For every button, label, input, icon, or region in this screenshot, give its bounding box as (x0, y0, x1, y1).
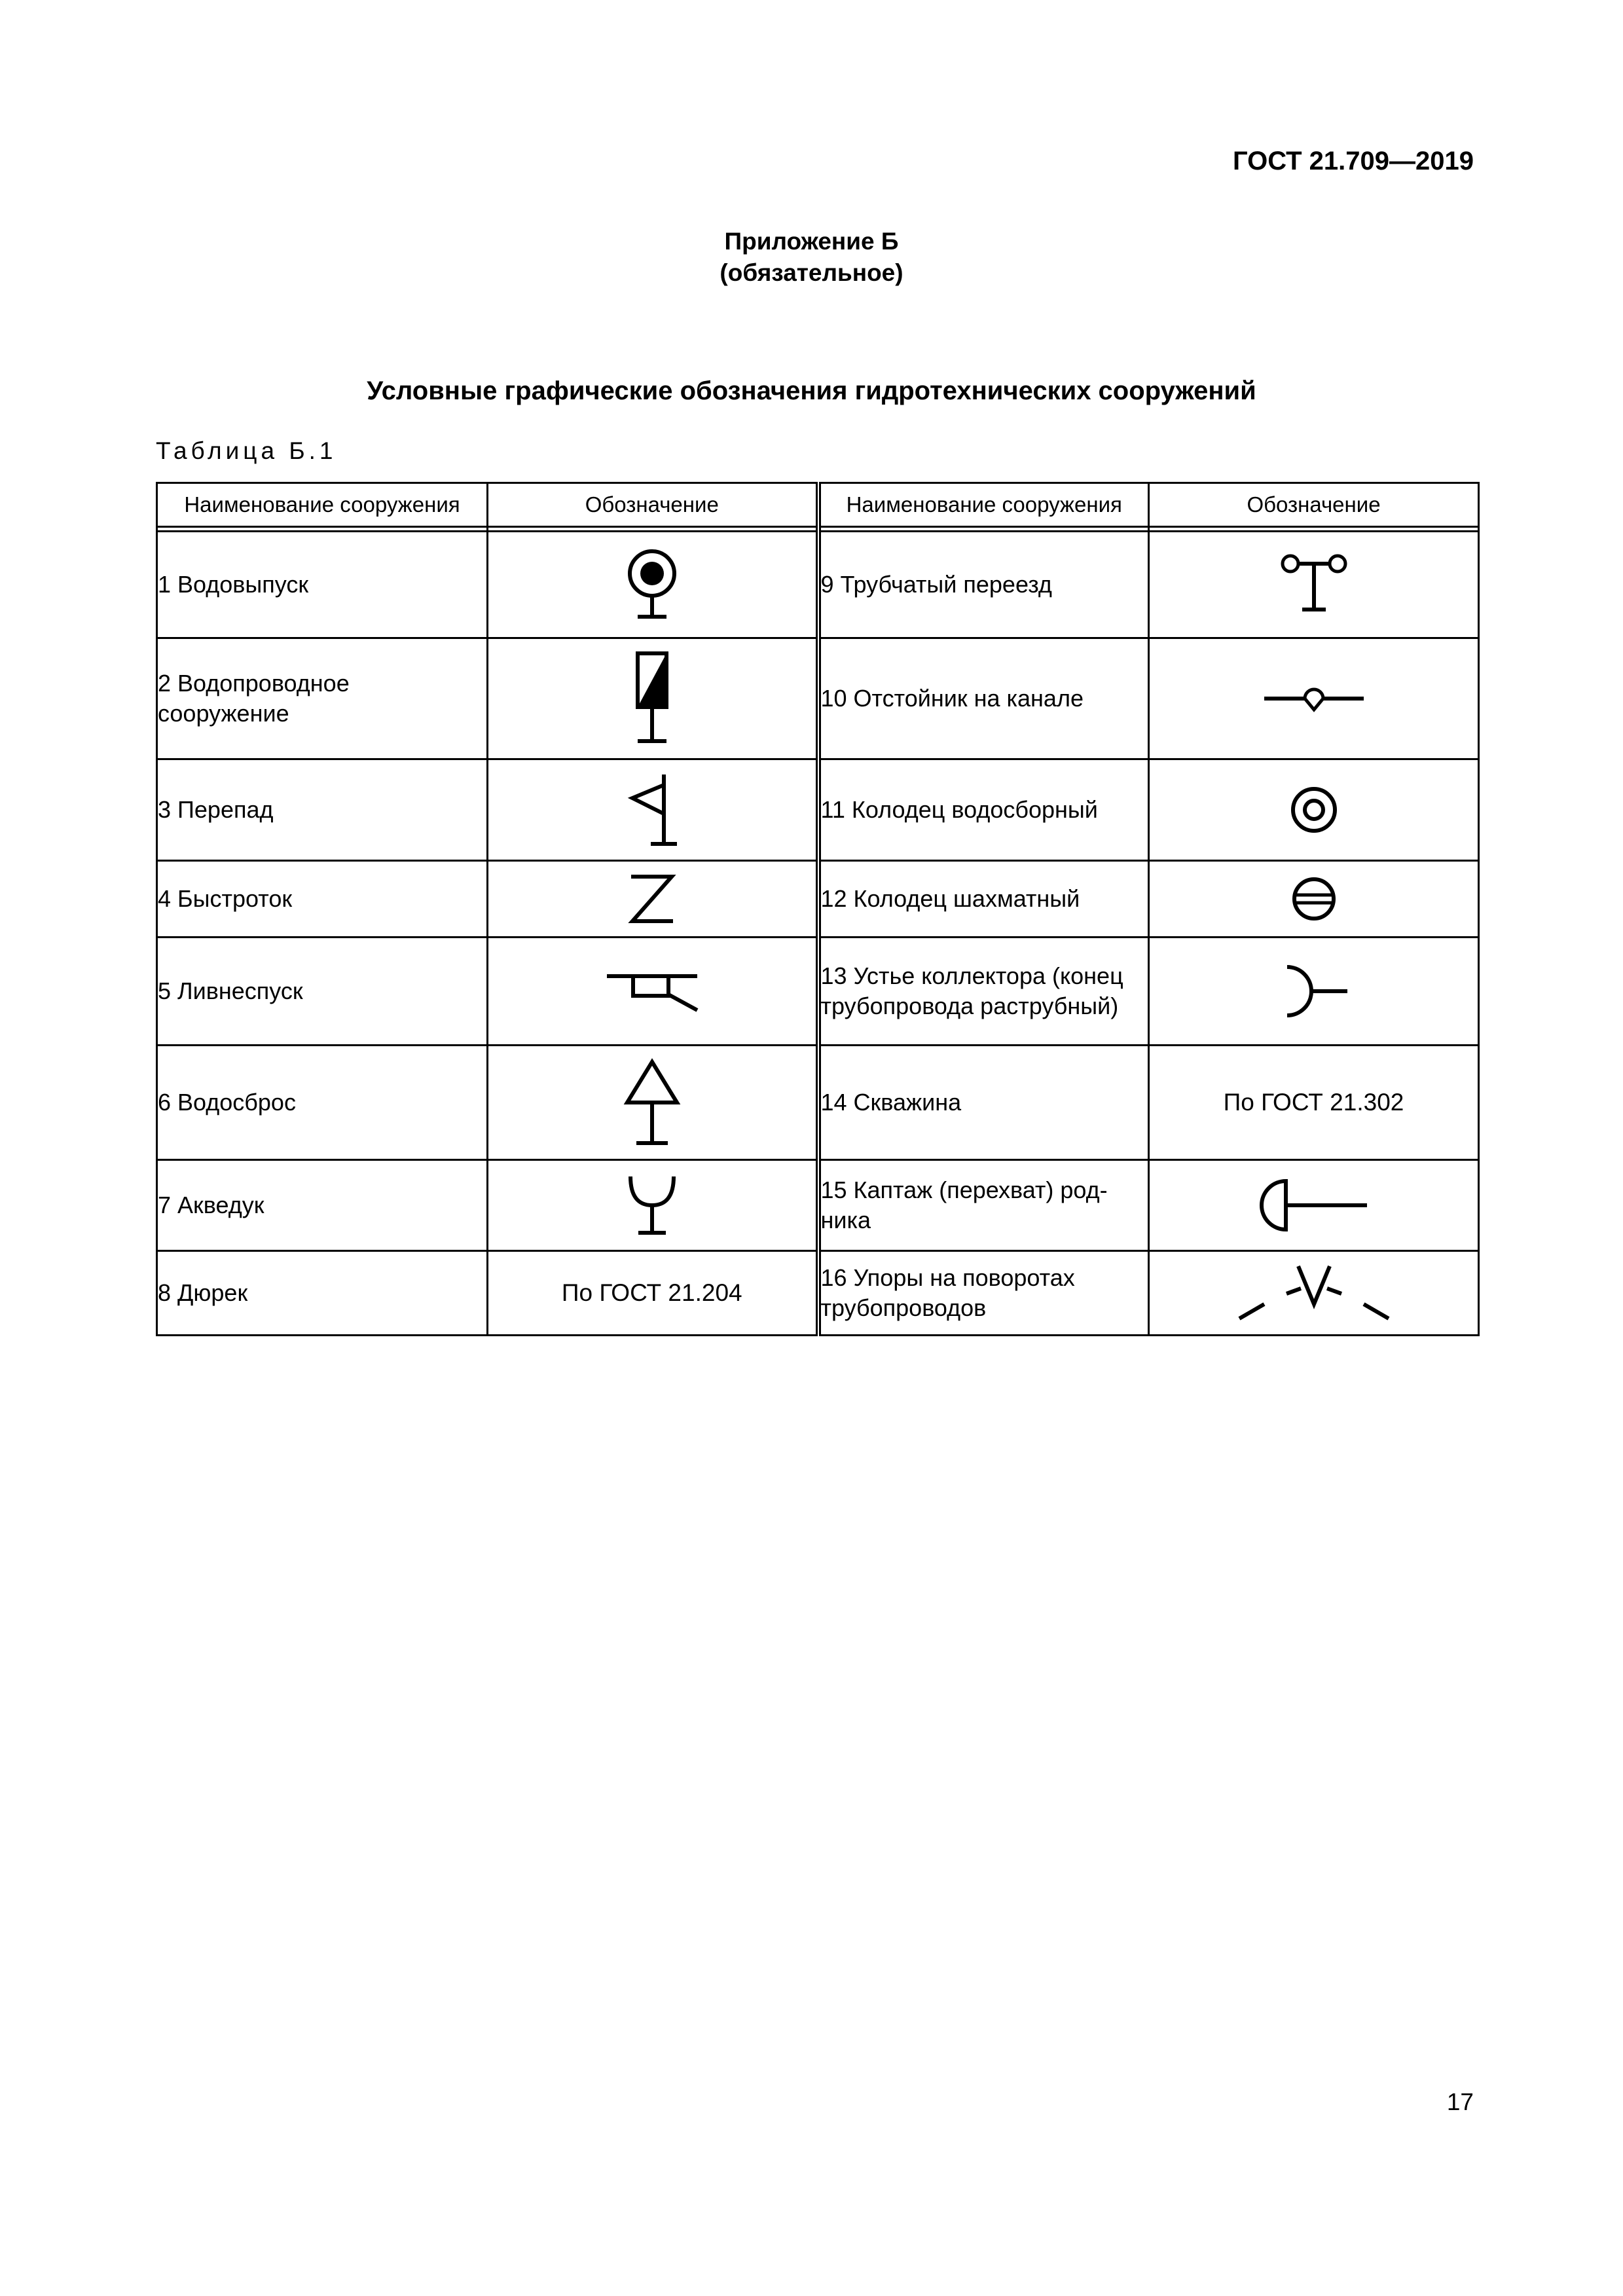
symbols-table (156, 482, 1480, 1336)
symbol-cell (1149, 938, 1479, 1046)
symbol-cell (488, 759, 818, 861)
pipe-turn-thrust-blocks-icon (1235, 1264, 1393, 1322)
page-number: 17 (1446, 2088, 1474, 2115)
spillway-icon (619, 1057, 685, 1148)
symbol-reference: По ГОСТ 21.302 (1149, 1046, 1479, 1160)
structure-name: 2 Водопроводное сооружение (157, 638, 488, 759)
structure-name: 1 Водовыпуск (157, 532, 488, 638)
symbol-cell (1149, 759, 1479, 861)
structure-name: 9 Трубчатый переезд (818, 532, 1149, 638)
table-row (157, 638, 1479, 759)
header-divider (157, 527, 1479, 532)
section-title: Условные графические обозначения гидротехнических сооружений (367, 376, 1256, 405)
water-outlet-icon (619, 549, 685, 621)
symbol-cell (488, 938, 818, 1046)
symbol-cell (488, 638, 818, 759)
table-header-row (157, 483, 1479, 527)
standard-designation: ГОСТ 21.709—2019 (1232, 147, 1474, 175)
pipe-crossing-icon (1275, 552, 1353, 617)
water-conduit-structure-icon (626, 649, 678, 748)
table-row (157, 532, 1479, 638)
table-row (157, 1251, 1479, 1336)
column-header: Наименование сооружения (157, 483, 488, 527)
symbol-cell (488, 1046, 818, 1160)
drop-structure-icon (626, 771, 678, 849)
symbol-cell (488, 861, 818, 938)
table-row (157, 1046, 1479, 1160)
structure-name: 3 Перепад (157, 759, 488, 861)
column-header: Наименование сооружения (818, 483, 1149, 527)
staggered-well-icon (1289, 874, 1339, 924)
column-header: Обозначение (488, 483, 818, 527)
appendix-status: (обязательное) (720, 259, 903, 286)
symbol-cell (1149, 1251, 1479, 1336)
table-row (157, 759, 1479, 861)
symbol-cell (1149, 532, 1479, 638)
symbol-cell (1149, 638, 1479, 759)
structure-name: 4 Быстроток (157, 861, 488, 938)
storm-overflow-icon (603, 968, 701, 1014)
structure-name: 14 Скважина (818, 1046, 1149, 1160)
structure-name: 10 Отстойник на канале (818, 638, 1149, 759)
structure-name: 12 Колодец шахматный (818, 861, 1149, 938)
chute-icon (626, 873, 678, 925)
appendix-heading (0, 226, 1623, 289)
symbol-cell (488, 1160, 818, 1251)
structure-name: 5 Ливнеспуск (157, 938, 488, 1046)
symbol-cell (1149, 1160, 1479, 1251)
table-caption: Таблица Б.1 (156, 437, 337, 464)
symbol-cell (488, 532, 818, 638)
structure-name: 11 Колодец водосборный (818, 759, 1149, 861)
structure-name: 13 Устье коллектора (конец трубопровода раструбный) (818, 938, 1149, 1046)
column-header: Обозначение (1149, 483, 1479, 527)
structure-name: 16 Упоры на поворотах трубопроводов (818, 1251, 1149, 1336)
symbol-cell (1149, 861, 1479, 938)
appendix-title: Приложение Б (724, 228, 899, 255)
structure-name: 15 Каптаж (перехват) род-ника (818, 1160, 1149, 1251)
collector-mouth-icon (1278, 962, 1350, 1021)
spring-captation-icon (1258, 1176, 1370, 1235)
table-row (157, 861, 1479, 938)
collection-well-icon (1288, 784, 1340, 836)
structure-name: 7 Акведук (157, 1160, 488, 1251)
symbol-reference: По ГОСТ 21.204 (488, 1251, 818, 1336)
table-row (157, 1160, 1479, 1251)
structure-name: 6 Водосброс (157, 1046, 488, 1160)
canal-settling-tank-icon (1262, 682, 1366, 715)
aqueduct-icon (623, 1173, 682, 1238)
structure-name: 8 Дюрек (157, 1251, 488, 1336)
table-row (157, 938, 1479, 1046)
